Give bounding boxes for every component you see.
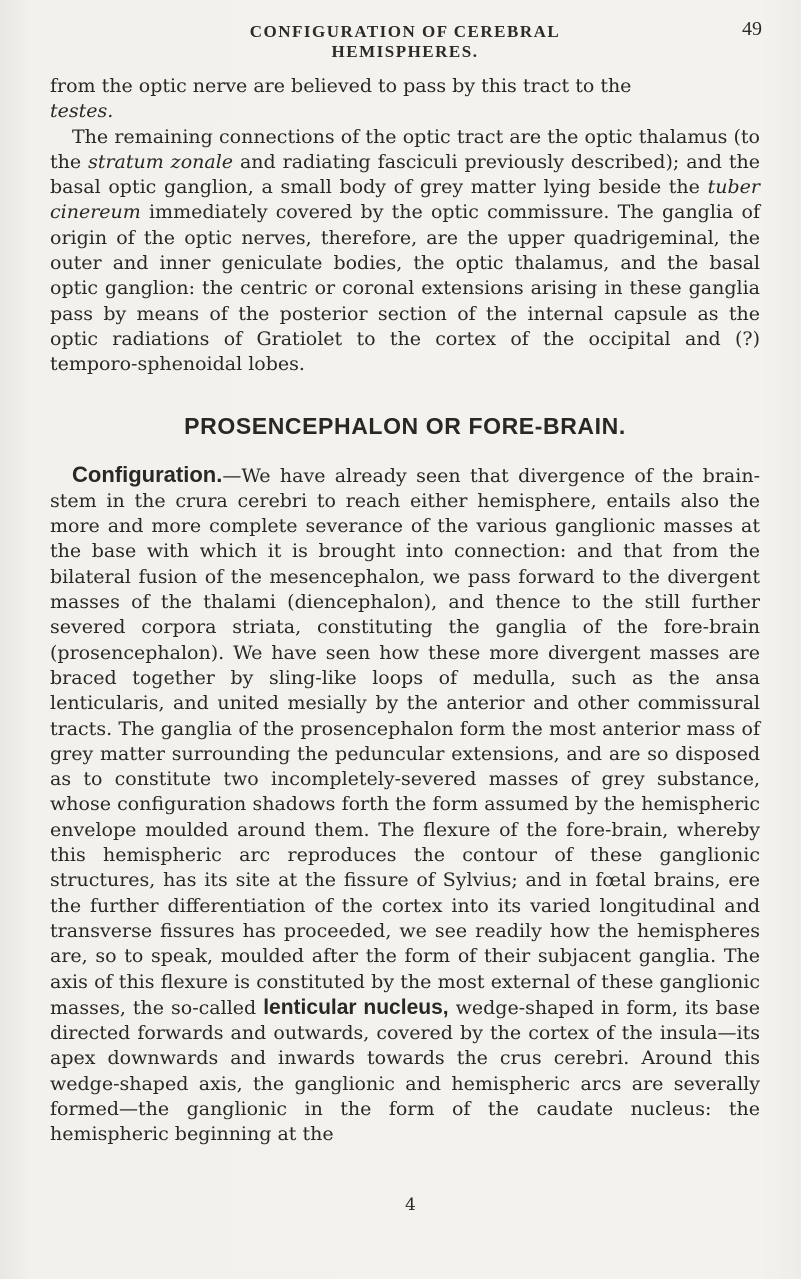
signature-mark: 4 (405, 1195, 416, 1215)
paragraph-text: and radiating fasciculi previously described); and the basal optic ganglion, a small body of grey matter lying beside the (50, 150, 760, 199)
paragraph-text: immediately covered by the optic commissure. The ganglia of origin of the optic nerves, therefore, are the upper quadrigeminal, the outer and inner geniculate bodies, the optic thalamus, and the basal optic ganglion: the centric or coronal extensions arising in these ganglia pass by means of the posterior section of the internal capsule as the optic radiations of Gratiolet to the cortex of the occipital and (?) temporo-sphenoidal lobes. (50, 201, 760, 376)
paragraph-continuation (50, 74, 760, 125)
italic-term: testes. (50, 100, 114, 123)
page-number: 49 (742, 18, 762, 40)
italic-term: stratum zonale (88, 150, 234, 173)
paragraph-text: from the optic nerve are believed to pass by this tract to the (50, 75, 632, 97)
paragraph-text: —We have already seen that divergence of the brain-stem in the crura cerebri to reach either hemisphere, entails also the more and more complete severance of the various ganglionic masses at the base with which it is brought into connection: and that from the bilateral fusion of the mesencephalon, we pass forward to the divergent masses of the thalami (diencephalon), and thence to the still further severed corpora striata, constituting the ganglia of the fore-brain (prosencephalon). We have seen how these more divergent masses are braced together by sling-like loops of medulla, such as the ansa lenticularis, and united mesially by the anterior and other commissural tracts. The ganglia of the prosencephalon form the most anterior mass of grey matter surrounding the peduncular extensions, and are so disposed as to constitute two incompletely-severed masses of grey substance, whose configuration shadows forth the form assumed by the hemispheric envelope moulded around them. The flexure of the fore-brain, whereby this hemispheric arc reproduces the contour of these ganglionic structures, has its site at the fissure of Sylvius; and in fœtal brains, ere the further differentiation of the cortex into its varied longitudinal and transverse fissures has proceeded, we see readily how the hemispheres are, so to speak, moulded after the form of their subjacent ganglia. The axis of this flexure is constituted by the most external of these ganglionic masses, the so-called (50, 464, 760, 1019)
section-heading: PROSENCEPHALON OR FORE-BRAIN. (184, 412, 626, 439)
running-head: CONFIGURATION OF CEREBRAL HEMISPHERES. (249, 22, 561, 61)
run-in-heading: Configuration. (72, 461, 223, 487)
paragraph-text: wedge-shaped in form, its base directed forwards and outwards, covered by the cortex of the insula—its apex downwards and inwards towards the crus cerebri. Around this wedge-shaped axis, the ganglionic and hemispheric arcs are severally formed—the ganglionic in the form of the caudate nucleus: the hemispheric beginning at the (50, 996, 760, 1146)
paragraph-text: The remaining connections of the optic tract are the optic thalamus (to the (50, 125, 760, 173)
body-text (50, 74, 760, 1148)
paragraph-optic-connections (50, 125, 760, 378)
bold-term: lenticular nucleus, (263, 995, 449, 1019)
paragraph-configuration (50, 462, 760, 1148)
italic-term: tuber cinereum (50, 176, 760, 224)
